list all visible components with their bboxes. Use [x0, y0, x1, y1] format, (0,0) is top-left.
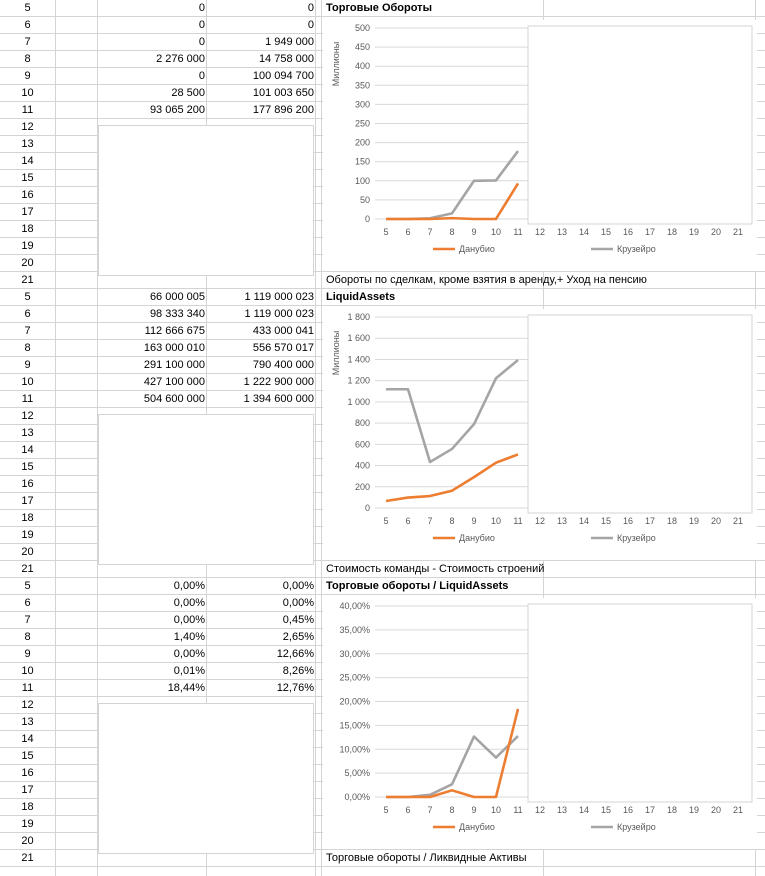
cell-danubio-value[interactable]: 0,00% — [173, 648, 205, 660]
row-number[interactable]: 19 — [21, 529, 34, 541]
x-tick-label: 6 — [405, 805, 411, 815]
x-tick-label: 21 — [732, 516, 744, 526]
x-tick-label: 13 — [556, 516, 568, 526]
row-number[interactable]: 8 — [24, 631, 31, 643]
chart-title: Торговые обороты / LiquidAssets — [326, 580, 509, 592]
x-tick-label: 17 — [644, 516, 656, 526]
line-chart[interactable] — [323, 598, 757, 849]
y-tick-label: 100 — [354, 175, 370, 186]
row-number[interactable]: 17 — [21, 206, 34, 218]
cell-cruzeiro-value[interactable]: 1 949 000 — [265, 36, 314, 48]
row-number[interactable]: 20 — [21, 835, 34, 847]
row-number[interactable]: 7 — [24, 325, 31, 337]
cell-danubio-value[interactable]: 66 000 005 — [149, 291, 205, 303]
x-tick-label: 5 — [383, 805, 389, 815]
y-tick-label: 800 — [354, 418, 370, 429]
legend-label: Крузейро — [617, 533, 656, 543]
x-tick-label: 16 — [622, 516, 634, 526]
x-tick-label: 18 — [666, 227, 678, 237]
row-number[interactable]: 15 — [21, 750, 34, 762]
line-chart[interactable] — [323, 309, 757, 560]
series-line-danubio[interactable] — [386, 454, 518, 501]
x-tick-label: 12 — [534, 227, 546, 237]
row-number[interactable]: 16 — [21, 189, 34, 201]
row-number[interactable]: 6 — [24, 308, 31, 320]
y-tick-label: 1 400 — [347, 354, 370, 365]
chart-overlay-image[interactable] — [528, 315, 752, 513]
x-tick-label: 15 — [600, 516, 612, 526]
cell-cruzeiro-value[interactable]: 14 758 000 — [258, 53, 314, 65]
x-tick-label: 16 — [622, 227, 634, 237]
y-tick-label: 150 — [354, 156, 370, 167]
cell-cruzeiro-value[interactable]: 8,26% — [282, 665, 314, 677]
x-tick-label: 14 — [578, 227, 590, 237]
row-number[interactable]: 7 — [24, 614, 31, 626]
row-number[interactable]: 19 — [21, 240, 34, 252]
x-tick-label: 9 — [471, 516, 477, 526]
x-tick-label: 9 — [471, 227, 477, 237]
x-tick-label: 17 — [644, 227, 656, 237]
cell-danubio-value[interactable]: 504 600 000 — [143, 393, 205, 405]
x-tick-label: 6 — [405, 227, 411, 237]
x-tick-label: 8 — [449, 227, 455, 237]
x-tick-label: 12 — [534, 805, 546, 815]
x-tick-label: 10 — [490, 227, 502, 237]
row-number[interactable]: 10 — [21, 665, 34, 677]
y-tick-label: 15,00% — [339, 720, 370, 731]
x-tick-label: 12 — [534, 516, 546, 526]
row-number[interactable]: 12 — [21, 121, 34, 133]
row-number[interactable]: 13 — [21, 138, 34, 150]
section-note: Обороты по сделкам, кроме взятия в аренду,+ Уход на пенсию — [326, 274, 647, 286]
row-number[interactable]: 18 — [21, 223, 34, 235]
chart-overlay-image[interactable] — [528, 26, 752, 224]
row-number[interactable]: 21 — [21, 563, 34, 575]
chart-overlay-image[interactable] — [528, 604, 752, 802]
row-number[interactable]: 8 — [24, 342, 31, 354]
x-tick-label: 20 — [710, 805, 722, 815]
x-tick-label: 19 — [688, 227, 700, 237]
y-tick-label: 250 — [354, 118, 370, 129]
y-tick-label: 0 — [364, 503, 370, 513]
row-number[interactable]: 6 — [24, 597, 31, 609]
x-tick-label: 6 — [405, 516, 411, 526]
cell-cruzeiro-value[interactable]: 0 — [307, 2, 314, 14]
row-number[interactable]: 12 — [21, 410, 34, 422]
row-number[interactable]: 13 — [21, 427, 34, 439]
cell-cruzeiro-value[interactable]: 790 400 000 — [252, 359, 314, 371]
x-tick-label: 20 — [710, 516, 722, 526]
y-tick-label: 1 600 — [347, 333, 370, 344]
cell-danubio-value[interactable]: 0 — [198, 70, 205, 82]
row-number[interactable]: 14 — [21, 155, 34, 167]
y-tick-label: 10,00% — [339, 744, 370, 755]
cell-cruzeiro-value[interactable]: 101 003 650 — [252, 87, 314, 99]
blank-image-placeholder[interactable] — [98, 125, 314, 276]
y-tick-label: 200 — [354, 481, 370, 492]
y-axis-label: Миллионы — [331, 41, 341, 87]
y-tick-label: 0,00% — [344, 792, 370, 802]
y-tick-label: 25,00% — [339, 672, 370, 683]
blank-image-placeholder[interactable] — [98, 703, 314, 854]
cell-danubio-value[interactable]: 427 100 000 — [143, 376, 205, 388]
row-number[interactable]: 17 — [21, 784, 34, 796]
cell-cruzeiro-value[interactable]: 12,66% — [276, 648, 314, 660]
y-tick-label: 0 — [364, 214, 370, 224]
x-tick-label: 19 — [688, 805, 700, 815]
y-tick-label: 1 800 — [347, 312, 370, 322]
row-number[interactable]: 8 — [24, 53, 31, 65]
row-number[interactable]: 13 — [21, 716, 34, 728]
row-number[interactable]: 18 — [21, 512, 34, 524]
x-tick-label: 15 — [600, 227, 612, 237]
cell-cruzeiro-value[interactable]: 0,00% — [282, 580, 314, 592]
cell-danubio-value[interactable]: 1,40% — [173, 631, 205, 643]
cell-cruzeiro-value[interactable]: 433 000 041 — [252, 325, 314, 337]
cell-cruzeiro-value[interactable]: 177 896 200 — [252, 104, 314, 116]
x-tick-label: 5 — [383, 227, 389, 237]
legend-label: Данубио — [459, 822, 495, 832]
row-number[interactable]: 5 — [24, 2, 31, 14]
row-number[interactable]: 15 — [21, 172, 34, 184]
x-tick-label: 5 — [383, 516, 389, 526]
cell-danubio-value[interactable]: 0 — [198, 36, 205, 48]
cell-cruzeiro-value[interactable]: 0,45% — [282, 614, 314, 626]
x-tick-label: 17 — [644, 805, 656, 815]
row-number[interactable]: 9 — [24, 359, 31, 371]
x-tick-label: 7 — [427, 805, 433, 815]
cell-danubio-value[interactable]: 0,00% — [173, 597, 205, 609]
row-number[interactable]: 14 — [21, 444, 34, 456]
x-tick-label: 16 — [622, 805, 634, 815]
y-tick-label: 200 — [354, 137, 370, 148]
x-tick-label: 7 — [427, 516, 433, 526]
row-number[interactable]: 11 — [21, 393, 34, 405]
row-number[interactable]: 11 — [21, 104, 34, 116]
cell-cruzeiro-value[interactable]: 0,00% — [282, 597, 314, 609]
cell-cruzeiro-value[interactable]: 12,76% — [276, 682, 314, 694]
legend-label: Крузейро — [617, 244, 656, 254]
x-tick-label: 11 — [513, 516, 523, 526]
chart-title: Торговые Обороты — [326, 2, 432, 14]
x-tick-label: 13 — [556, 805, 568, 815]
row-number[interactable]: 15 — [21, 461, 34, 473]
y-tick-label: 1 000 — [347, 396, 370, 407]
cell-danubio-value[interactable]: 0,01% — [173, 665, 205, 677]
y-tick-label: 5,00% — [344, 768, 370, 779]
x-tick-label: 21 — [732, 227, 744, 237]
x-tick-label: 13 — [556, 227, 568, 237]
row-number[interactable]: 14 — [21, 733, 34, 745]
cell-danubio-value[interactable]: 291 100 000 — [143, 359, 205, 371]
cell-danubio-value[interactable]: 163 000 010 — [143, 342, 205, 354]
x-tick-label: 11 — [513, 227, 523, 237]
cell-danubio-value[interactable]: 2 276 000 — [156, 53, 205, 65]
x-tick-label: 19 — [688, 516, 700, 526]
x-tick-label: 10 — [490, 516, 502, 526]
x-tick-label: 8 — [449, 805, 455, 815]
row-number[interactable]: 10 — [21, 87, 34, 99]
x-tick-label: 14 — [578, 516, 590, 526]
y-tick-label: 500 — [354, 23, 370, 33]
row-number[interactable]: 21 — [21, 274, 34, 286]
cell-danubio-value[interactable]: 98 333 340 — [149, 308, 205, 320]
legend-label: Данубио — [459, 244, 495, 254]
cell-danubio-value[interactable]: 0 — [198, 19, 205, 31]
section-note: Стоимость команды - Стоимость строений — [326, 563, 545, 575]
x-tick-label: 15 — [600, 805, 612, 815]
row-number[interactable]: 16 — [21, 478, 34, 490]
row-number[interactable]: 10 — [21, 376, 34, 388]
y-axis-label: Миллионы — [331, 330, 341, 376]
row-number[interactable]: 12 — [21, 699, 34, 711]
y-tick-label: 20,00% — [339, 696, 370, 707]
cell-cruzeiro-value[interactable]: 2,65% — [282, 631, 314, 643]
cell-danubio-value[interactable]: 0 — [198, 2, 205, 14]
cell-cruzeiro-value[interactable]: 100 094 700 — [252, 70, 314, 82]
y-tick-label: 35,00% — [339, 624, 370, 635]
row-number[interactable]: 21 — [21, 852, 34, 864]
row-number[interactable]: 20 — [21, 546, 34, 558]
x-tick-label: 20 — [710, 227, 722, 237]
cell-cruzeiro-value[interactable]: 1 222 900 000 — [243, 376, 314, 388]
x-tick-label: 11 — [513, 805, 523, 815]
cell-cruzeiro-value[interactable]: 1 394 600 000 — [243, 393, 314, 405]
row-number[interactable]: 16 — [21, 767, 34, 779]
row-number[interactable]: 20 — [21, 257, 34, 269]
x-tick-label: 10 — [490, 805, 502, 815]
row-number[interactable]: 19 — [21, 818, 34, 830]
row-number[interactable]: 7 — [24, 36, 31, 48]
cell-cruzeiro-value[interactable]: 1 119 000 023 — [244, 291, 314, 303]
x-tick-label: 18 — [666, 516, 678, 526]
y-tick-label: 1 200 — [347, 375, 370, 386]
legend-label: Данубио — [459, 533, 495, 543]
y-tick-label: 600 — [354, 439, 370, 450]
x-tick-label: 14 — [578, 805, 590, 815]
y-tick-label: 350 — [354, 80, 370, 91]
line-chart[interactable] — [323, 20, 757, 271]
row-number[interactable]: 9 — [24, 70, 31, 82]
cell-danubio-value[interactable]: 93 065 200 — [149, 104, 205, 116]
cell-danubio-value[interactable]: 28 500 — [171, 87, 205, 99]
row-number[interactable]: 18 — [21, 801, 34, 813]
x-tick-label: 21 — [732, 805, 744, 815]
blank-image-placeholder[interactable] — [98, 414, 314, 565]
x-tick-label: 9 — [471, 805, 477, 815]
row-number[interactable]: 11 — [21, 682, 34, 694]
legend-label: Крузейро — [617, 822, 656, 832]
y-tick-label: 40,00% — [339, 601, 370, 611]
y-tick-label: 450 — [354, 42, 370, 53]
y-tick-label: 400 — [354, 460, 370, 471]
cell-danubio-value[interactable]: 18,44% — [167, 682, 205, 694]
cell-danubio-value[interactable]: 112 666 675 — [144, 325, 205, 337]
y-tick-label: 400 — [354, 61, 370, 72]
row-number[interactable]: 17 — [21, 495, 34, 507]
y-tick-label: 30,00% — [339, 648, 370, 659]
series-line-cruzeiro[interactable] — [386, 360, 518, 462]
x-tick-label: 18 — [666, 805, 678, 815]
chart-title: LiquidAssets — [326, 291, 396, 303]
cell-danubio-value[interactable]: 0,00% — [173, 580, 205, 592]
row-number[interactable]: 5 — [24, 291, 31, 303]
y-tick-label: 300 — [354, 99, 370, 110]
y-tick-label: 50 — [359, 194, 370, 205]
cell-cruzeiro-value[interactable]: 0 — [307, 19, 314, 31]
cell-cruzeiro-value[interactable]: 556 570 017 — [252, 342, 314, 354]
row-number[interactable]: 5 — [24, 580, 31, 592]
cell-danubio-value[interactable]: 0,00% — [173, 614, 205, 626]
x-tick-label: 7 — [427, 227, 433, 237]
x-tick-label: 8 — [449, 516, 455, 526]
cell-cruzeiro-value[interactable]: 1 119 000 023 — [244, 308, 314, 320]
section-note: Торговые обороты / Ликвидные Активы — [326, 852, 527, 864]
row-number[interactable]: 6 — [24, 19, 31, 31]
row-number[interactable]: 9 — [24, 648, 31, 660]
